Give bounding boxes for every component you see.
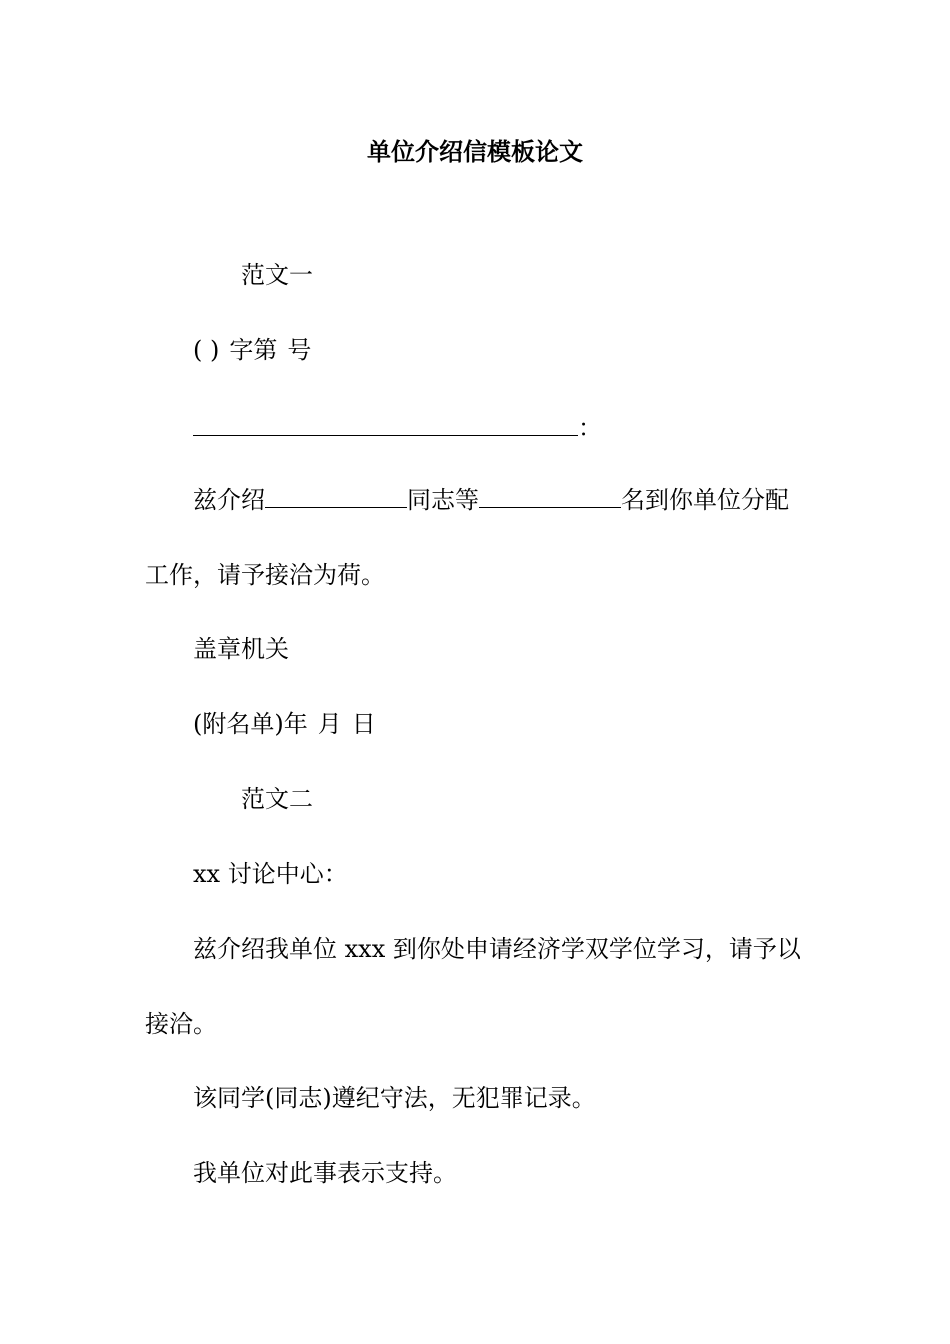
- seal-line: 盖章机关: [193, 635, 289, 663]
- reference-number-line: [193, 332, 311, 368]
- count-blank: [479, 485, 621, 508]
- recipient-colon: ：: [578, 414, 602, 442]
- attachment-date-line: [193, 706, 376, 742]
- name-blank: [265, 485, 407, 508]
- attachment-year: (附名单)年: [193, 710, 308, 738]
- sample1-body-line: [193, 482, 789, 518]
- recipient-line: [193, 410, 602, 446]
- date-month: 月: [317, 710, 342, 738]
- sample2-body-line1: 兹介绍我单位 xxx 到你处申请经济学双学位学习，请予以: [193, 935, 801, 963]
- sample2-body-line2: 接洽。: [145, 1010, 217, 1038]
- recipient-blank: [193, 413, 578, 436]
- date-day: 日: [351, 710, 376, 738]
- body-mid: 同志等: [407, 486, 479, 514]
- sample2-conduct: 该同学(同志)遵纪守法，无犯罪记录。: [193, 1084, 596, 1112]
- document-title: 单位介绍信模板论文: [367, 137, 583, 166]
- sample1-body-continued: 工作，请予接洽为荷。: [145, 561, 385, 589]
- body-prefix: 兹介绍: [193, 486, 265, 514]
- reference-hao: 号: [287, 336, 312, 364]
- sample2-support: 我单位对此事表示支持。: [193, 1159, 457, 1187]
- sample2-recipient: xx 讨论中心：: [193, 860, 348, 888]
- sample1-heading: 范文一: [241, 261, 313, 289]
- reference-paren: ( ): [193, 336, 220, 364]
- body-suffix: 名到你单位分配: [621, 486, 789, 514]
- reference-zi-di: 字第: [229, 336, 278, 364]
- sample2-heading: 范文二: [241, 785, 313, 813]
